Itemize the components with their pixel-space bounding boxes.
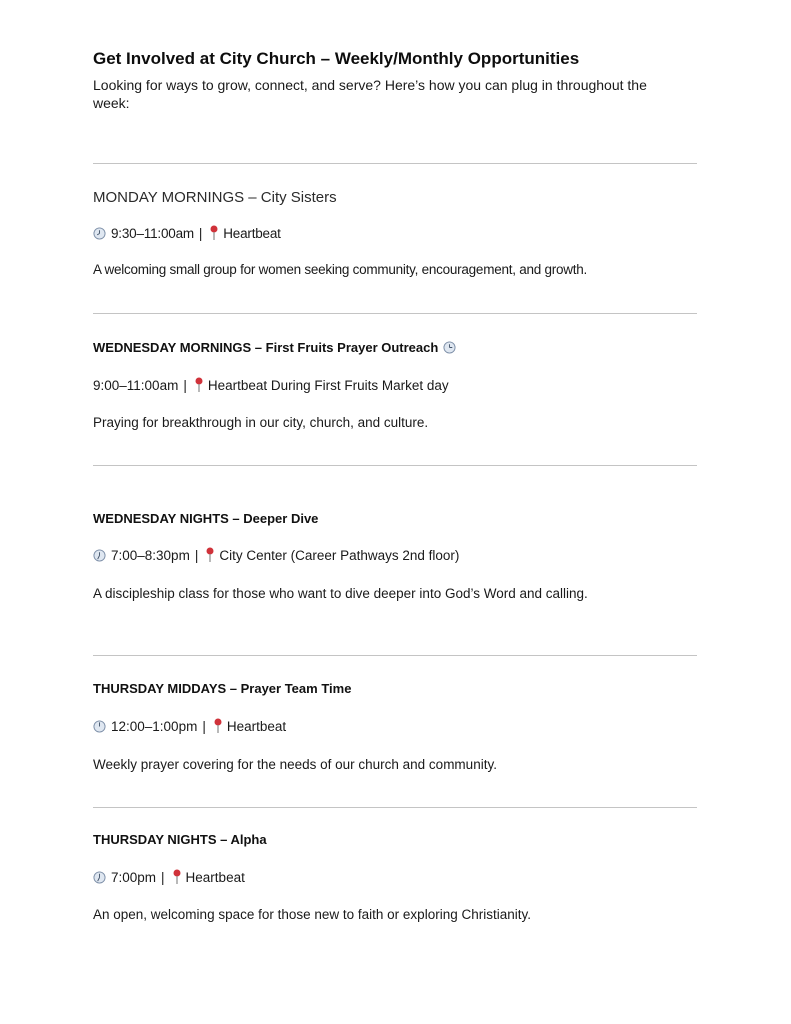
- event-time-location: [93, 869, 245, 885]
- event-time-location: [93, 225, 281, 241]
- event-description: An open, welcoming space for those new to faith or exploring Christianity.: [93, 907, 531, 922]
- clock-icon: [443, 341, 456, 354]
- event-heading: WEDNESDAY NIGHTS – Deeper Dive: [93, 511, 319, 526]
- event-heading-row: [93, 340, 456, 355]
- divider: [93, 313, 697, 314]
- page-title: Get Involved at City Church – Weekly/Monthly Opportunities: [93, 49, 580, 68]
- divider: [93, 807, 697, 808]
- event-time: 9:00–11:00am: [93, 377, 179, 393]
- divider: [93, 465, 697, 466]
- event-time-location: [93, 377, 449, 393]
- event-time: 9:30–11:00am: [111, 225, 194, 241]
- divider: [93, 163, 697, 164]
- event-description: Weekly prayer covering for the needs of our church and community.: [93, 757, 497, 772]
- event-heading: THURSDAY NIGHTS – Alpha: [93, 832, 267, 847]
- pin-icon: [209, 225, 219, 241]
- pin-icon: [205, 547, 215, 563]
- event-heading: WEDNESDAY MORNINGS – First Fruits Prayer Outreach: [93, 340, 439, 355]
- event-heading: MONDAY MORNINGS – City Sisters: [93, 189, 337, 206]
- event-time: 7:00pm: [111, 869, 157, 885]
- pin-icon: [213, 718, 223, 734]
- clock-icon: [93, 549, 106, 562]
- event-description: Praying for breakthrough in our city, church, and culture.: [93, 415, 429, 430]
- event-description: A discipleship class for those who want to dive deeper into God’s Word and calling.: [93, 586, 588, 601]
- separator: |: [194, 547, 199, 563]
- intro-text: Looking for ways to grow, connect, and serve? Here’s how you can plug in throughout the week:: [93, 77, 647, 111]
- event-location: Heartbeat: [223, 225, 281, 241]
- event-location: Heartbeat: [226, 718, 287, 734]
- event-description: A welcoming small group for women seeking community, encouragement, and growth.: [93, 262, 588, 277]
- event-heading: THURSDAY MIDDAYS – Prayer Team Time: [93, 681, 352, 696]
- clock-icon: [93, 871, 106, 884]
- separator: |: [202, 718, 206, 734]
- event-location: Heartbeat During First Fruits Market day: [207, 377, 449, 393]
- clock-icon: [93, 227, 106, 240]
- separator: |: [161, 869, 165, 885]
- event-time: 12:00–1:00pm: [111, 718, 198, 734]
- separator: |: [183, 377, 187, 393]
- event-time-location: [93, 718, 286, 734]
- event-time: 7:00–8:30pm: [111, 547, 190, 563]
- event-location: City Center (Career Pathways 2nd floor): [219, 547, 460, 563]
- event-location: Heartbeat: [185, 869, 245, 885]
- pin-icon: [172, 869, 182, 885]
- clock-icon: [93, 720, 106, 733]
- divider: [93, 655, 697, 656]
- separator: |: [198, 225, 203, 241]
- event-time-location: [93, 547, 459, 563]
- pin-icon: [194, 377, 204, 393]
